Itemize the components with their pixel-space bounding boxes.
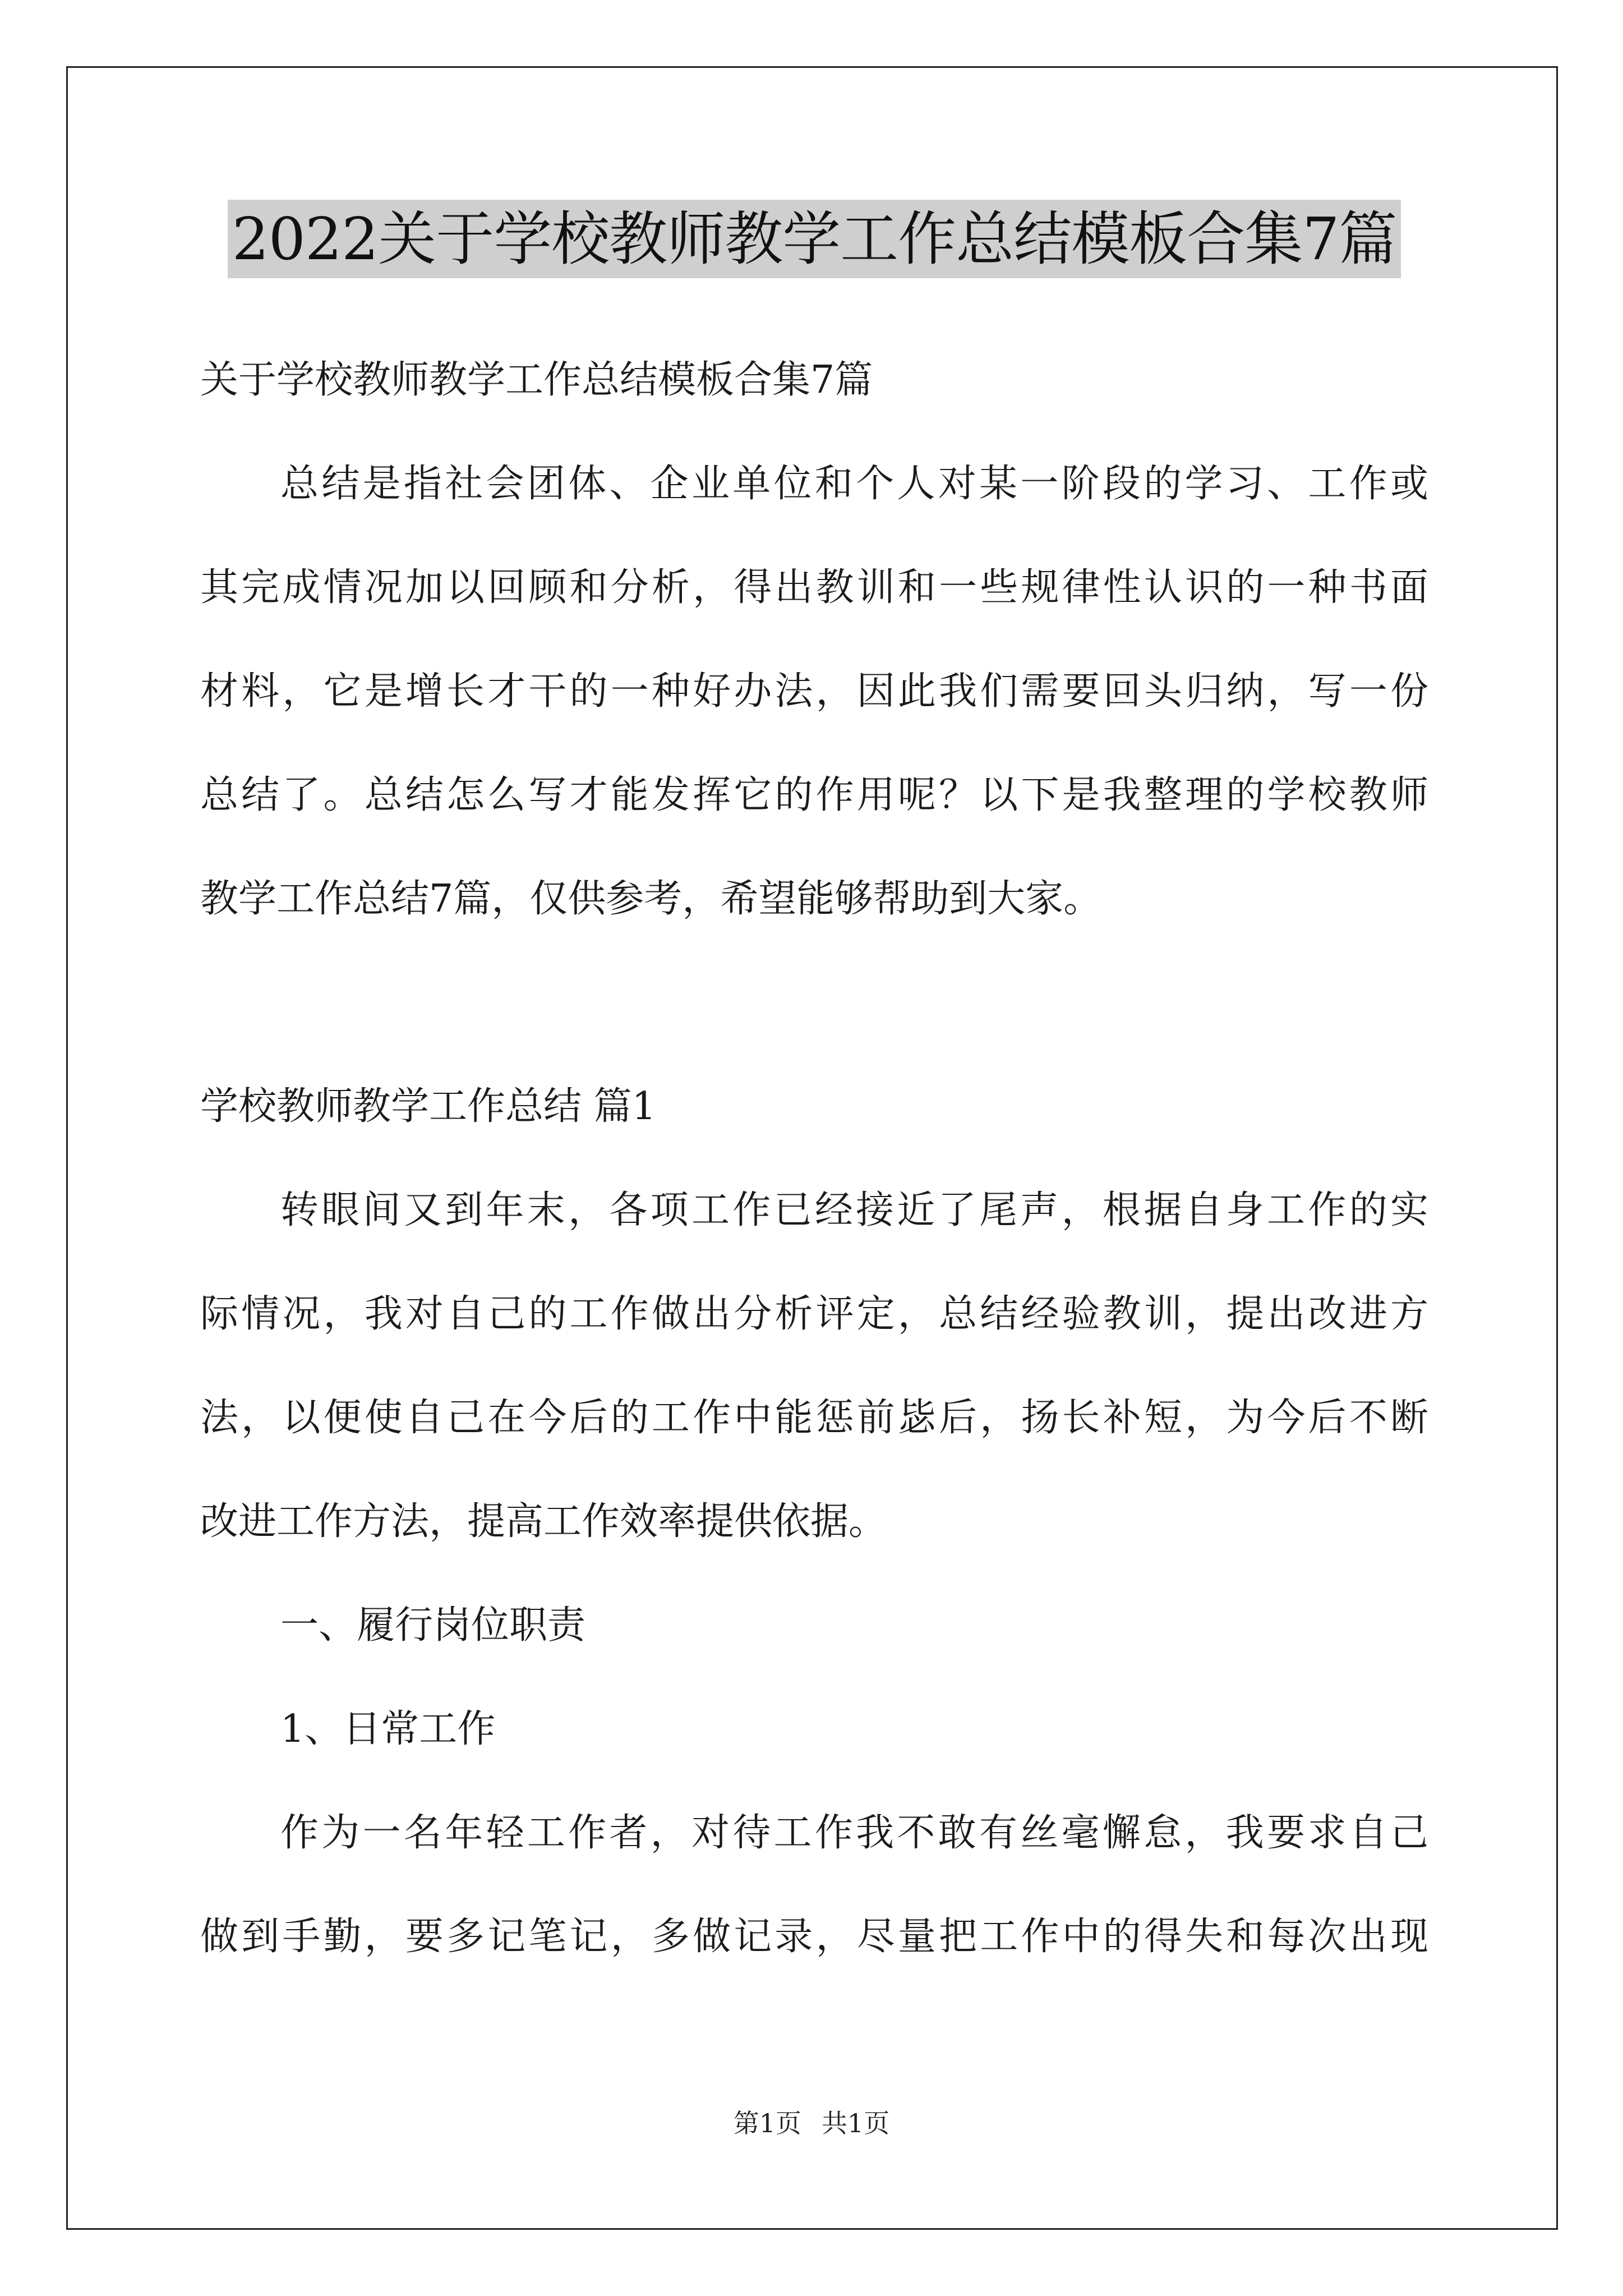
work-line-2: 做到手勤，要多记笔记，多做记录，尽量把工作中的得失和每次出现 xyxy=(200,1915,1428,1959)
intro-line-1: 总结是指社会团体、企业单位和个人对某一阶段的学习、工作或 xyxy=(280,462,1428,506)
page-number-total: 共1页 xyxy=(822,2108,890,2138)
title-container xyxy=(200,200,1428,278)
intro-line-2: 其完成情况加以回顾和分析，得出教训和一些规律性认识的一种书面 xyxy=(200,565,1428,610)
intro-line-5: 教学工作总结7篇，仅供参考，希望能够帮助到大家。 xyxy=(200,877,1102,921)
intro-line-3: 材料，它是增长才干的一种好办法，因此我们需要回头归纳，写一份 xyxy=(200,669,1428,714)
section-line-1: 转眼间又到年末，各项工作已经接近了尾声，根据自身工作的实 xyxy=(280,1188,1428,1232)
heading-duties: 一、履行岗位职责 xyxy=(280,1603,586,1648)
work-line-1: 作为一名年轻工作者，对待工作我不敢有丝毫懈怠，我要求自己 xyxy=(280,1811,1428,1855)
section-line-4: 改进工作方法，提高工作效率提供依据。 xyxy=(200,1499,887,1544)
page-number-current: 第1页 xyxy=(733,2108,801,2138)
heading-daily-work: 1、日常工作 xyxy=(280,1707,496,1751)
section-line-3: 法，以便使自己在今后的工作中能惩前毖后，扬长补短，为今后不断 xyxy=(200,1396,1428,1440)
section-line-2: 际情况，我对自己的工作做出分析评定，总结经验教训，提出改进方 xyxy=(200,1292,1428,1336)
section-heading: 学校教师教学工作总结 篇1 xyxy=(200,1084,656,1129)
document-title: 2022关于学校教师教学工作总结模板合集7篇 xyxy=(228,200,1401,278)
document-subtitle: 关于学校教师教学工作总结模板合集7篇 xyxy=(200,358,873,402)
page-footer xyxy=(0,2106,1623,2140)
intro-line-4: 总结了。总结怎么写才能发挥它的作用呢？以下是我整理的学校教师 xyxy=(200,773,1428,817)
